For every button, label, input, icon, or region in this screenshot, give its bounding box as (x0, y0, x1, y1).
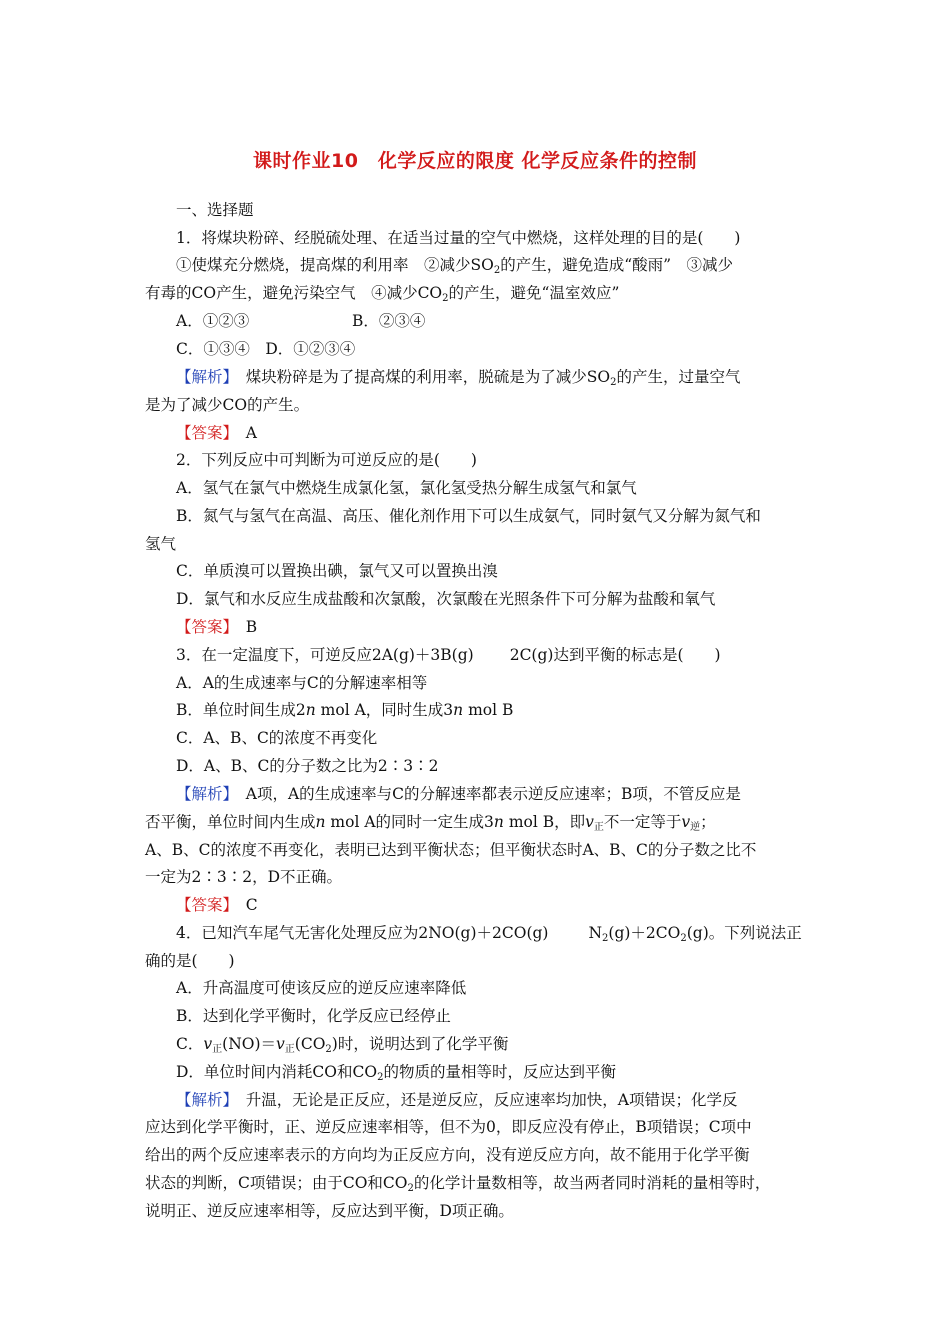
answer-tag: 【答案】 (176, 424, 231, 442)
q3-answer: 【答案】 C (176, 896, 258, 914)
q4-stem-line1: 4．已知汽车尾气无害化处理反应为2NO(g)＋2CO(g) $N_2(g)+2CO_2(g)$。下列说法正 (176, 924, 802, 944)
q3-option-d: D．A、B、C的分子数之比为2∶3∶2 (176, 757, 439, 775)
q2-option-d: D．氯气和水反应生成盐酸和次氯酸，次氯酸在光照条件下可分解为盐酸和氧气 (176, 590, 716, 608)
q4-analysis-line5: 说明正、逆反应速率相等，反应达到平衡，D项正确。 (145, 1202, 514, 1220)
answer-tag: 【答案】 (176, 896, 231, 914)
answer-tag: 【答案】 (176, 618, 231, 636)
q4-option-d: D．单位时间内消耗CO和$CO_2$的物质的量相等时，反应达到平衡 (176, 1063, 616, 1083)
q4-analysis-line2: 应达到化学平衡时，正、逆反应速率相等，但不为0，即反应没有停止，B项错误；C项中 (145, 1118, 752, 1136)
q3-analysis-line2: 否平衡，单位时间内生成n mol A的同时一定生成3n mol B，即$v_正$不一定等于$v_逆$； (145, 813, 716, 833)
q3-option-b: B．单位时间生成2n mol A，同时生成3n mol B (176, 701, 514, 719)
q2-option-b-line2: 氢气 (145, 535, 177, 553)
analysis-tag: 【解析】 (176, 368, 231, 386)
q1-option-a: A．①②③ (176, 312, 250, 330)
q4-stem-line2: 确的是( ) (145, 952, 235, 970)
q1-options-cd: C．①③④ D．①②③④ (176, 340, 356, 358)
q1-statement-line1: ①使煤充分燃烧，提高煤的利用率 ②减少$SO_2$的产生，避免造成“酸雨” ③减少 (176, 256, 734, 276)
q4-analysis-line3: 给出的两个反应速率表示的方向均为正反应方向，没有逆反应方向，故不能用于化学平衡 (145, 1146, 750, 1164)
q4-option-a: A．升高温度可使该反应的逆反应速率降低 (176, 979, 467, 997)
q3-analysis-line4: 一定为2∶3∶2，D不正确。 (145, 868, 343, 886)
q2-option-c: C．单质溴可以置换出碘，氯气又可以置换出溴 (176, 562, 498, 580)
q1-analysis-line2: 是为了减少CO的产生。 (145, 396, 310, 414)
q2-stem: 2．下列反应中可判断为可逆反应的是( ) (176, 451, 477, 469)
q2-option-a: A．氢气在氯气中燃烧生成氯化氢，氯化氢受热分解生成氢气和氯气 (176, 479, 637, 497)
q4-option-b: B．达到化学平衡时，化学反应已经停止 (176, 1007, 451, 1025)
q3-stem: 3．在一定温度下，可逆反应2A(g)＋3B(g) 2C(g)达到平衡的标志是( ) (176, 646, 721, 664)
q1-option-b: B．②③④ (352, 312, 426, 330)
analysis-tag: 【解析】 (176, 785, 231, 803)
q1-analysis-line1: 【解析】 煤块粉碎是为了提高煤的利用率，脱硫是为了减少$SO_2$的产生，过量空气 (176, 368, 741, 388)
q4-option-c: C．$v_正(NO)=v_正(CO_2)$时，说明达到了化学平衡 (176, 1035, 509, 1055)
q4-analysis-line1: 【解析】 升温，无论是正反应，还是逆反应，反应速率均加快，A项错误；化学反 (176, 1091, 738, 1109)
q1-answer: 【答案】 A (176, 424, 257, 442)
q1-stem: 1．将煤块粉碎、经脱硫处理、在适当过量的空气中燃烧，这样处理的目的是( ) (176, 229, 741, 247)
q3-analysis-line3: A、B、C的浓度不再变化，表明已达到平衡状态；但平衡状态时A、B、C的分子数之比不 (145, 841, 757, 859)
analysis-tag: 【解析】 (176, 1091, 231, 1109)
q3-analysis-line1: 【解析】 A项，A的生成速率与C的分解速率都表示逆反应速率；B项，不管反应是 (176, 785, 741, 803)
section-heading: 一、选择题 (176, 201, 254, 219)
q2-option-b-line1: B．氮气与氢气在高温、高压、催化剂作用下可以生成氨气，同时氨气又分解为氮气和 (176, 507, 761, 525)
q4-analysis-line4: 状态的判断，C项错误；由于CO和$CO_2$的化学计量数相等，故当两者同时消耗的量相等时， (145, 1174, 771, 1194)
q3-option-c: C．A、B、C的浓度不再变化 (176, 729, 378, 747)
page-title: 课时作业10 化学反应的限度 化学反应条件的控制 (252, 150, 698, 172)
q1-statement-line2: 有毒的CO产生，避免污染空气 ④减少$CO_2$的产生，避免“温室效应” (145, 284, 620, 304)
q2-answer: 【答案】 B (176, 618, 258, 636)
q3-option-a: A．A的生成速率与C的分解速率相等 (176, 674, 428, 692)
